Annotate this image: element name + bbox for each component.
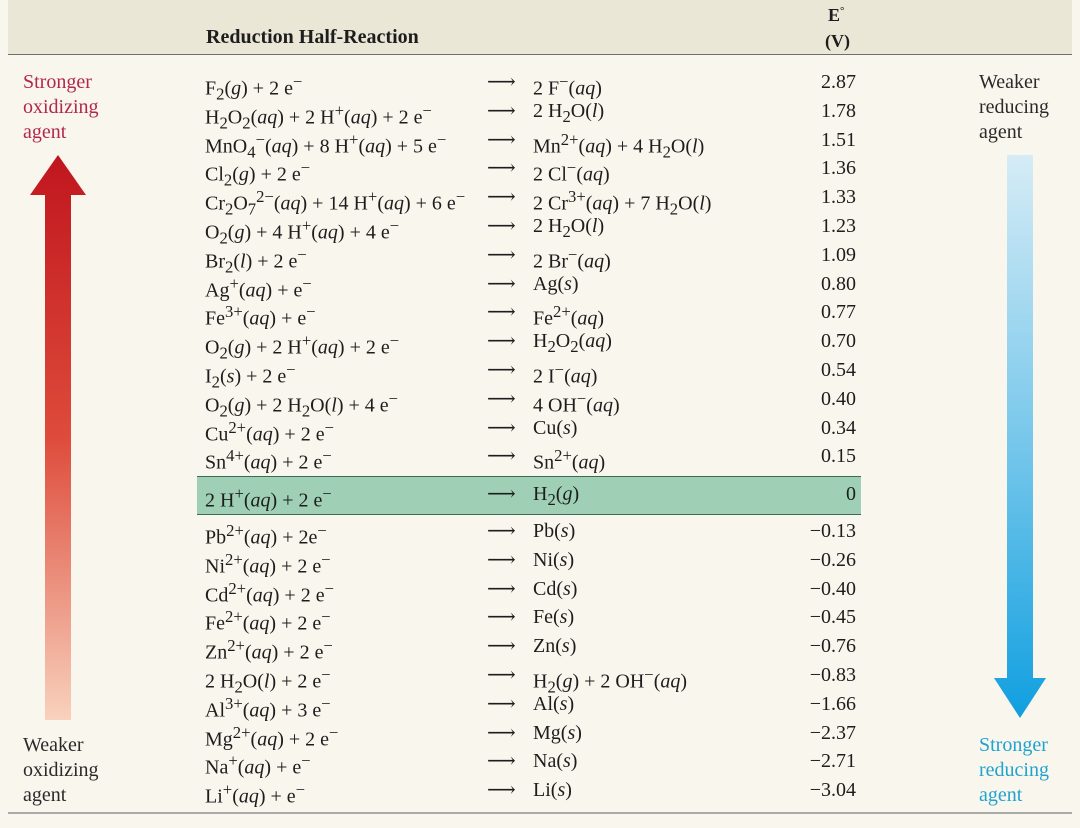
reactants: $Al^{3+}(aq) + 3$ e− bbox=[205, 693, 331, 722]
reaction-arrow-icon: ⟶ bbox=[487, 99, 516, 122]
products: $H_2O_2(aq)$ bbox=[533, 330, 612, 357]
column-header-unit: (V) bbox=[825, 31, 850, 51]
left-top-label-line: Stronger bbox=[23, 71, 92, 93]
right-top-label-line: agent bbox=[979, 121, 1023, 143]
table-row bbox=[0, 603, 1080, 636]
products: $Mn^{2+}(aq) + 4$ $H_2O(l)$ bbox=[533, 129, 705, 162]
reactants: $Cu^{2+}(aq) + 2$ e− bbox=[205, 417, 334, 446]
products: $H_2(g)$ bbox=[533, 483, 580, 509]
table-row bbox=[0, 776, 1080, 808]
potential-value: 0.34 bbox=[821, 416, 856, 439]
reactants: MnO$_4$−(aq) + 8 H+(aq) + 5 e− bbox=[205, 129, 447, 162]
reactants: $O_2(g) + 2$ H+(aq) + 2 e− bbox=[205, 331, 400, 363]
potential-value: −0.83 bbox=[809, 664, 856, 686]
table-row bbox=[0, 327, 1080, 363]
table-row bbox=[0, 719, 1080, 751]
table-row bbox=[0, 690, 1080, 722]
reaction-arrow-icon: ⟶ bbox=[487, 635, 516, 658]
reaction-arrow-icon: ⟶ bbox=[487, 779, 516, 802]
potential-value: 1.51 bbox=[821, 128, 856, 151]
potential-value: −1.66 bbox=[809, 692, 856, 715]
reactants: 2 H+(aq) + 2 e− bbox=[205, 484, 332, 512]
reactants: $Cl_2(g) + 2$ e− bbox=[205, 158, 311, 191]
products: $H_2(g) + 2$ OH−(aq) bbox=[533, 665, 688, 697]
reactants: $Br_2(l) + 2$ e− bbox=[205, 244, 307, 277]
e-degree: ° bbox=[840, 5, 845, 17]
reaction-arrow-icon: ⟶ bbox=[487, 416, 516, 439]
reaction-arrow-icon: ⟶ bbox=[487, 750, 516, 773]
table-row bbox=[0, 385, 1080, 421]
potential-value: 1.09 bbox=[821, 243, 856, 266]
table-row bbox=[0, 68, 1080, 104]
reaction-arrow-icon: ⟶ bbox=[487, 71, 516, 93]
potential-value: 0.15 bbox=[821, 445, 856, 468]
reactants: $F_2(g) + 2$ e− bbox=[205, 72, 303, 104]
table-row bbox=[0, 183, 1080, 219]
reactants: 2 $H_2O(l) + 2$ e− bbox=[205, 665, 331, 697]
table-row bbox=[0, 154, 1080, 191]
reactants: $Fe^{2+}(aq) + 2$ e− bbox=[205, 607, 331, 636]
table-row bbox=[0, 517, 1080, 549]
table-row bbox=[0, 661, 1080, 697]
reactants: $Sn^{4+}(aq) + 2$ e− bbox=[205, 446, 332, 475]
products: Na(s) bbox=[533, 750, 578, 773]
right-top-label-line: Weaker bbox=[979, 71, 1040, 93]
reaction-arrow-icon: ⟶ bbox=[487, 243, 516, 266]
potential-value: −0.45 bbox=[809, 606, 856, 629]
reactants: $Fe^{3+}(aq) + e^-$ bbox=[205, 302, 316, 331]
reactants: $O_2(g) + 2$ $H_2O(l) + 4$ e− bbox=[205, 388, 399, 421]
reaction-arrow-icon: ⟶ bbox=[487, 548, 516, 571]
products: Pb(s) bbox=[533, 520, 576, 542]
potential-value: 1.33 bbox=[821, 186, 856, 209]
reaction-arrow-icon: ⟶ bbox=[487, 577, 516, 600]
reaction-arrow-icon: ⟶ bbox=[487, 330, 516, 353]
bottom-divider bbox=[8, 812, 1072, 814]
potential-value: 0 bbox=[846, 483, 856, 505]
products: Li(s) bbox=[533, 779, 572, 802]
products: Zn(s) bbox=[533, 635, 577, 658]
reaction-arrow-icon: ⟶ bbox=[487, 157, 516, 180]
potential-value: 1.36 bbox=[821, 157, 856, 180]
reaction-arrow-icon: ⟶ bbox=[487, 387, 516, 410]
potential-value: −0.76 bbox=[809, 635, 856, 658]
table-row bbox=[0, 414, 1080, 446]
products: 2 Cl−(aq) bbox=[533, 158, 610, 187]
table-header bbox=[8, 0, 1072, 55]
table-row bbox=[0, 747, 1080, 780]
potential-value: 0.40 bbox=[821, 387, 856, 410]
reaction-arrow-icon: ⟶ bbox=[487, 483, 516, 505]
reaction-arrow-icon: ⟶ bbox=[487, 606, 516, 629]
left-bottom-label-line: Weaker bbox=[23, 734, 84, 756]
table-row bbox=[0, 356, 1080, 392]
reactants: $O_2(g) + 4$ H+(aq) + 4 e− bbox=[205, 216, 400, 248]
products: 4 OH−(aq) bbox=[533, 388, 620, 417]
column-header-reaction: Reduction Half-Reaction bbox=[206, 26, 419, 48]
products: Cd(s) bbox=[533, 577, 578, 600]
reaction-arrow-icon: ⟶ bbox=[487, 359, 516, 381]
reactants: Ag+(aq) + e− bbox=[205, 273, 312, 302]
products: 2 I−(aq) bbox=[533, 360, 598, 388]
table-row bbox=[0, 546, 1080, 578]
reactants: $I_2(s) + 2$ e− bbox=[205, 360, 296, 392]
right-bottom-label-line: Stronger bbox=[979, 734, 1048, 756]
products: 2 $Cr^{3+}(aq) + 7$ $H_2O(l)$ bbox=[533, 187, 712, 219]
reaction-arrow-icon: ⟶ bbox=[487, 215, 516, 237]
right-top-label-line: reducing bbox=[979, 96, 1049, 118]
potential-value: 2.87 bbox=[821, 71, 856, 93]
potential-value: −0.26 bbox=[809, 548, 856, 571]
potential-value: −0.13 bbox=[809, 520, 856, 542]
potential-value: −2.71 bbox=[809, 750, 856, 773]
reactants: $H_2O_2(aq) + 2$ H+(aq) + 2 e− bbox=[205, 100, 432, 133]
potential-value: 1.23 bbox=[821, 215, 856, 237]
potential-value: −2.37 bbox=[809, 721, 856, 744]
potential-value: 0.77 bbox=[821, 301, 856, 324]
products: 2 Br−(aq) bbox=[533, 244, 611, 273]
table-row bbox=[0, 442, 1080, 475]
reaction-arrow-icon: ⟶ bbox=[487, 520, 516, 542]
table-row bbox=[0, 241, 1080, 277]
potential-value: −3.04 bbox=[809, 779, 856, 802]
products: $Fe^{2+}(aq)$ bbox=[533, 302, 605, 331]
table-row bbox=[0, 270, 1080, 302]
column-header-e bbox=[828, 6, 844, 24]
table-row bbox=[0, 632, 1080, 664]
products: Ag(s) bbox=[533, 272, 579, 295]
products: Cu(s) bbox=[533, 416, 578, 439]
products: 2 F−(aq) bbox=[533, 72, 602, 100]
left-top-label-line: agent bbox=[23, 121, 67, 143]
reaction-arrow-icon: ⟶ bbox=[487, 301, 516, 324]
potential-value: 0.80 bbox=[821, 272, 856, 295]
reactants: $Cd^{2+}(aq) + 2$ e− bbox=[205, 578, 334, 607]
products: 2 $H_2O(l)$ bbox=[533, 99, 605, 126]
table-row bbox=[0, 575, 1080, 607]
products: Al(s) bbox=[533, 692, 575, 715]
reactants: $Mg^{2+}(aq) + 2$ e− bbox=[205, 722, 339, 751]
products: Mg(s) bbox=[533, 721, 582, 744]
potential-value: 0.70 bbox=[821, 330, 856, 353]
reactants: $Zn^{2+}(aq) + 2$ e− bbox=[205, 636, 333, 664]
products: Fe(s) bbox=[533, 606, 575, 629]
products: Ni(s) bbox=[533, 548, 575, 571]
left-bottom-label-line: agent bbox=[23, 784, 67, 806]
reactants: $Cr_2O_7^{2-}(aq) + 14$ H+(aq) + 6 e− bbox=[205, 187, 466, 219]
table-row bbox=[0, 126, 1080, 162]
reaction-arrow-icon: ⟶ bbox=[487, 664, 516, 686]
reaction-arrow-icon: ⟶ bbox=[487, 445, 516, 468]
table-row-highlighted bbox=[0, 480, 1080, 512]
potential-value: 0.54 bbox=[821, 359, 856, 381]
reactants: Li+(aq) + e− bbox=[205, 780, 306, 808]
table-row bbox=[0, 212, 1080, 248]
products: $Sn^{2+}(aq)$ bbox=[533, 446, 606, 475]
right-bottom-label-line: reducing bbox=[979, 759, 1049, 781]
reactants: $Ni^{2+}(aq) + 2$ e− bbox=[205, 549, 331, 578]
reactants: Na+(aq) + e− bbox=[205, 751, 311, 780]
right-bottom-label-line: agent bbox=[979, 784, 1023, 806]
left-bottom-label-line: oxidizing bbox=[23, 759, 99, 781]
reaction-arrow-icon: ⟶ bbox=[487, 692, 516, 715]
reaction-arrow-icon: ⟶ bbox=[487, 128, 516, 151]
table-row bbox=[0, 298, 1080, 331]
left-top-label-line: oxidizing bbox=[23, 96, 99, 118]
potential-value: 1.78 bbox=[821, 99, 856, 122]
products: 2 $H_2O(l)$ bbox=[533, 215, 605, 241]
e-symbol: E bbox=[828, 5, 841, 25]
reaction-arrow-icon: ⟶ bbox=[487, 272, 516, 295]
reaction-arrow-icon: ⟶ bbox=[487, 186, 516, 209]
reaction-arrow-icon: ⟶ bbox=[487, 721, 516, 744]
reactants: $Pb^{2+}(aq) + 2e^-$ bbox=[205, 521, 327, 549]
potential-value: −0.40 bbox=[809, 577, 856, 600]
